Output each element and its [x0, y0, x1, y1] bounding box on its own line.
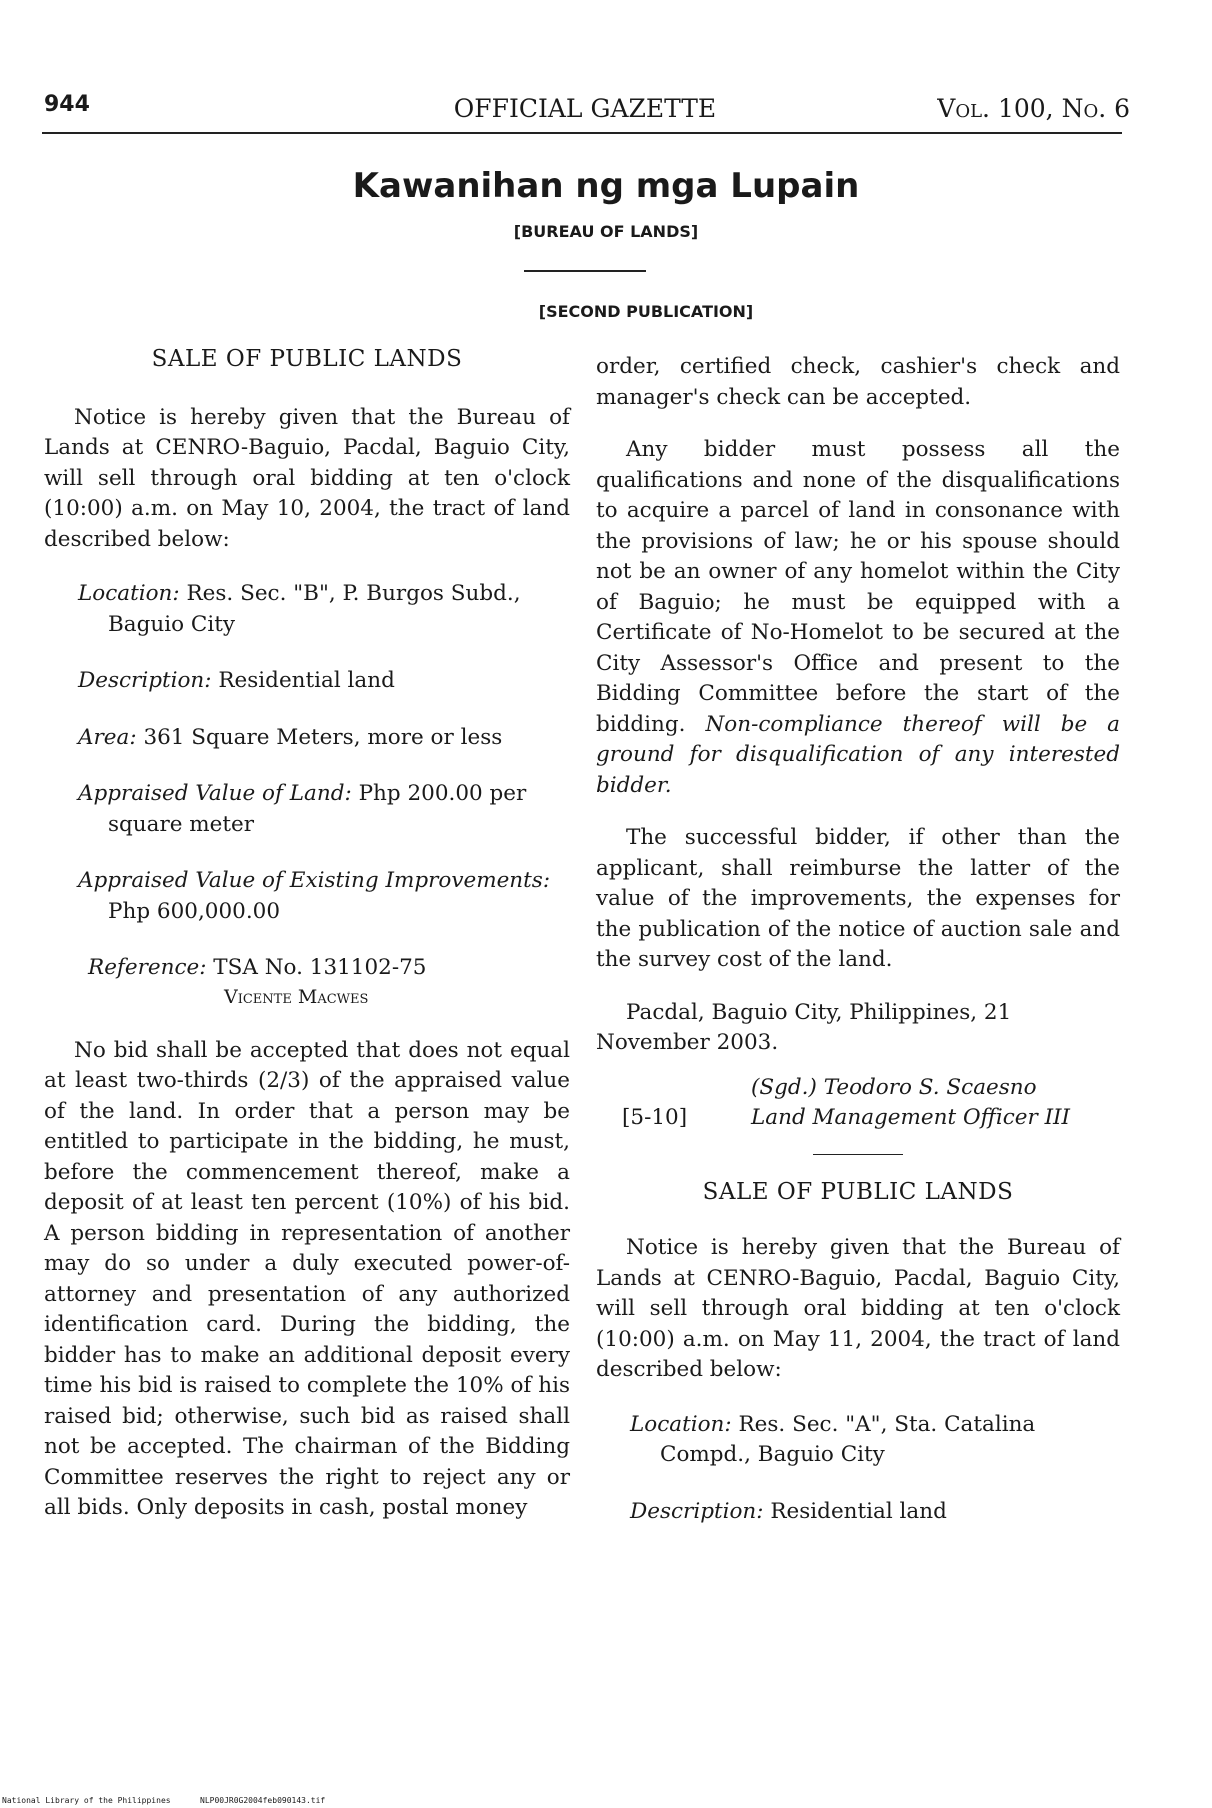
location-value: Res. Sec. "B", P. Burgos Subd., Baguio City [108, 581, 521, 637]
location-label: Location: [78, 581, 180, 606]
land-value-label: Appraised Value of Land: [78, 781, 352, 806]
footer-library: National Library of the Philippines [2, 1796, 171, 1805]
reference-name: Vicente Macwes [224, 985, 369, 1008]
notice1-signature: (Sgd.) Teodoro S. Scaesno [751, 1074, 1037, 1100]
reference-value: TSA No. 131102-75 [213, 955, 427, 980]
notice2-intro: Notice is hereby given that the Bureau of Lands at CENRO-Baguio, Pacdal, Baguio City, will sell through oral bidding at ten o'clock (10:00) a.m. on May 11, 2004, the tract of land described below: [596, 1235, 1120, 1382]
notice2-description [630, 1497, 1120, 1528]
area-value: 361 Square Meters, more or less [143, 724, 503, 750]
description-label: Description: [630, 1498, 764, 1524]
volume-number: Vol. 100, No. 6 [937, 94, 1130, 123]
land-value-value: Php 200.00 per square meter [108, 781, 527, 837]
notice1-improvements [78, 866, 570, 927]
publication-note: [SECOND PUBLICATION] [538, 302, 754, 321]
notice1-reference [88, 953, 570, 984]
notice-divider [813, 1154, 903, 1155]
description-label: Description: [78, 668, 212, 693]
notice2-location [630, 1410, 1120, 1471]
right-column [596, 352, 1120, 1527]
notice1-reimburse: The successful bidder, if other than the applicant, shall reimburse the latter of the value of the improvements, the expenses for the publication of the notice of auction sale and the survey cost of the land. [596, 825, 1120, 972]
notice1-qualifications [596, 435, 1120, 801]
header-rule [42, 132, 1122, 134]
notice1-location [78, 579, 570, 640]
improvements-label: Appraised Value of Existing Improvements: [78, 868, 551, 893]
location-label: Location: [630, 1411, 732, 1437]
description-value: Residential land [218, 668, 395, 693]
publication-title: OFFICIAL GAZETTE [453, 94, 717, 123]
agency-title: Kawanihan ng mga Lupain [352, 166, 860, 206]
area-label: Area: [78, 724, 137, 750]
notice1-signoff-row [596, 1103, 1120, 1134]
publication-dates: [5-10] [622, 1105, 688, 1130]
location-value: Res. Sec. "A", Sta. Catalina Compd., Baguio City [660, 1411, 1036, 1467]
title-divider [524, 270, 646, 272]
notice2-heading: SALE OF PUBLIC LANDS [702, 1178, 1014, 1205]
notice1-continuation: order, certified check, cashier's check and manager's check can be accepted. [596, 354, 1120, 410]
description-value: Residential land [770, 1498, 947, 1524]
notice1-place-date: Pacdal, Baguio City, Philippines, 21 November 2003. [596, 999, 1012, 1055]
notice1-area [78, 723, 570, 754]
notice1-intro: Notice is hereby given that the Bureau of Lands at CENRO-Baguio, Pacdal, Baguio City, will sell through oral bidding at ten o'clock (10:00) a.m. on May 10, 2004, the tract of land described below: [44, 404, 570, 552]
notice1-heading: SALE OF PUBLIC LANDS [151, 346, 463, 372]
left-column [44, 344, 570, 1524]
notice1-description [78, 666, 570, 697]
noncompliance-text: Non-compliance thereof will be a ground for disqualification of any interested bidder. [596, 711, 1120, 798]
page-number: 944 [44, 92, 90, 117]
notice1-land-value [78, 779, 570, 840]
footer-file: NLP00JR0G2004feb090143.tif [200, 1796, 326, 1805]
qualifications-text: Any bidder must possess all the qualifications and none of the disqualifications to acquire a parcel of land in consonance with the provisions of law; he or his spouse should not be an owner of any homelot within the City of Baguio; he must be equipped with a Certificate of No-Homelot to be secured at the City Assessor's Office and present to the Bidding Committee before the start of the bidding. [596, 437, 1120, 737]
reference-label: Reference: [88, 955, 207, 980]
improvements-value: Php 600,000.00 [108, 898, 281, 924]
notice1-bid-paragraph: No bid shall be accepted that does not equal at least two-thirds (2/3) of the appraised value of the land. In order that a person may be entitled to participate in the bidding, he must, before the commencement thereof, make a deposit of at least ten percent (10%) of his bid. A person bidding in representation of another may do so under a duly executed power-of-attorney and presentation of any authorized identification card. During the bidding, the bidder has to make an additional deposit every time his bid is raised to complete the 10% of his raised bid; otherwise, such bid as raised shall not be accepted. The chairman of the Bidding Committee reserves the right to reject any or all bids. Only deposits in cash, postal money [44, 1037, 570, 1520]
officer-title: Land Management Officer III [751, 1105, 1071, 1130]
agency-subtitle: [BUREAU OF LANDS] [513, 222, 699, 241]
